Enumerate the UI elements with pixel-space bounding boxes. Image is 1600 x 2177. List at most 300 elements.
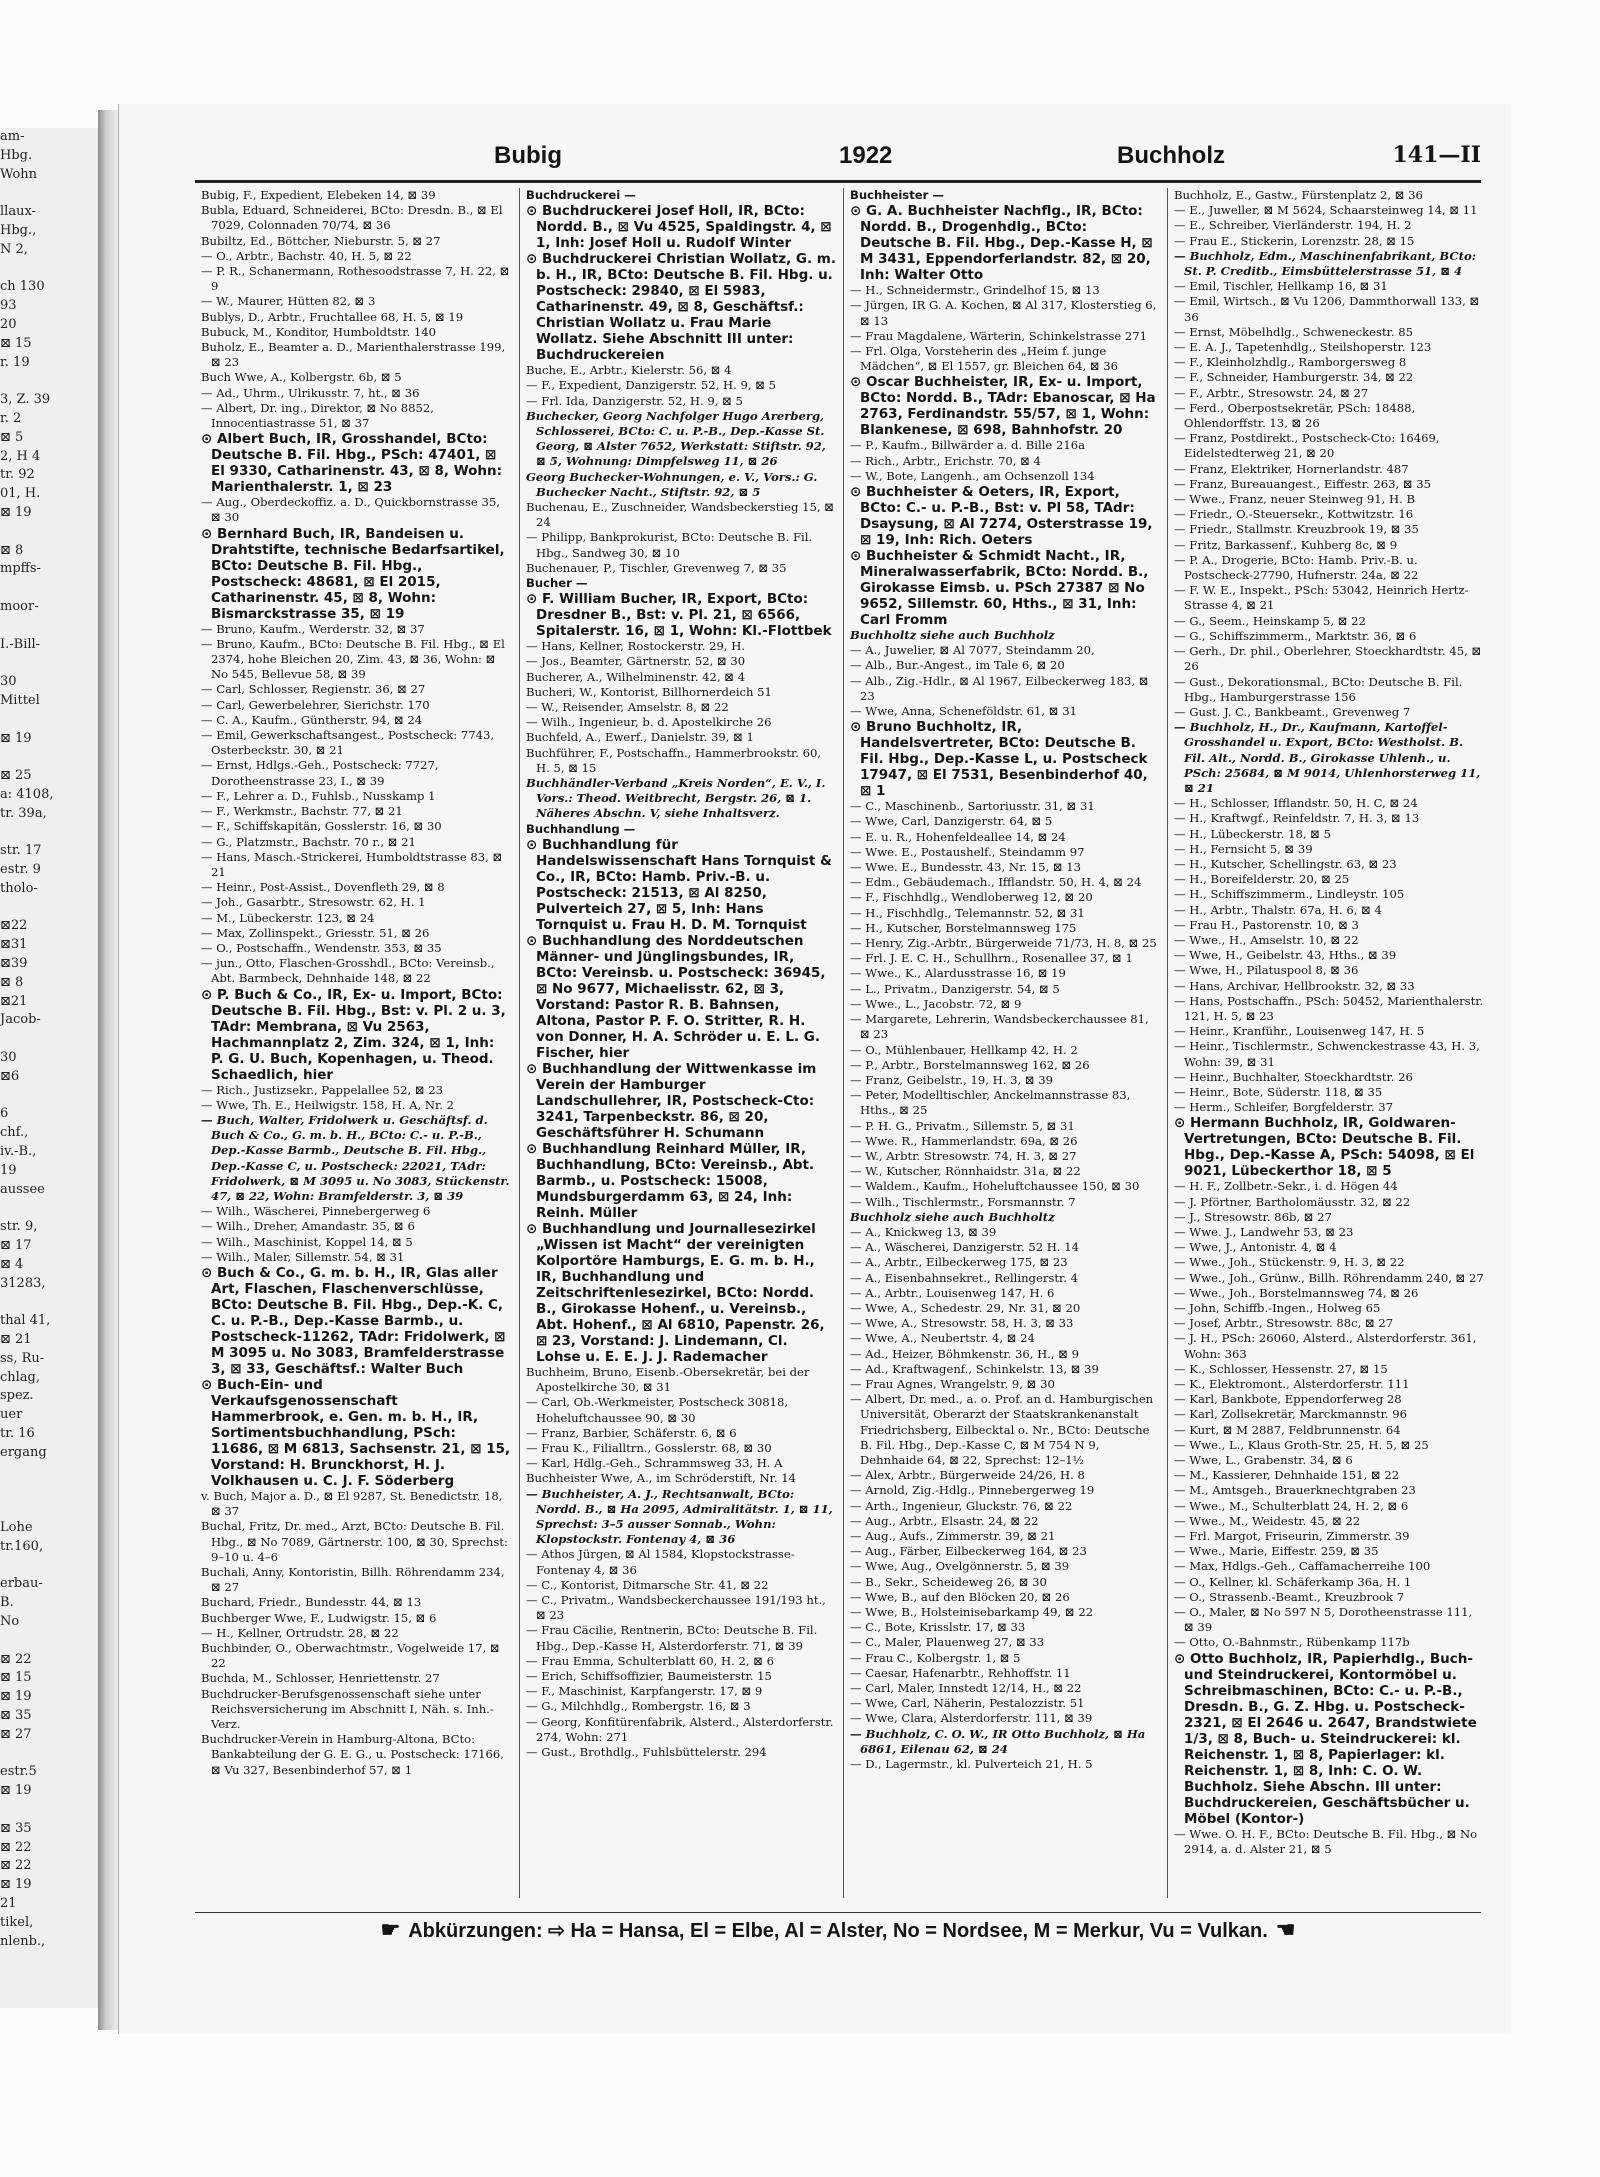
left-page-line: ⊠ 22 (0, 1858, 32, 1874)
directory-entry: — Wilh., Tischlermstr., Forsmannstr. 7 (850, 1194, 1076, 1209)
directory-entry: ⊙ Oscar Buchheister, IR, Ex- u. Import, BCto: Nordd. B., TAdr: Ebanoscar, ⊠ Ha 2763, Ferdinandstr. 55/57, ⊠ 1, Wohn: Blankenese, ⊠ 698, Bahnhofstr. 20 (850, 374, 1156, 439)
left-page-line: ⊠ 25 (0, 768, 32, 784)
directory-entry: — Frau H., Pastorenstr. 10, ⊠ 3 (1174, 917, 1359, 932)
directory-entry: — Bruno, Kaufm., BCto: Deutsche B. Fil. Hbg., ⊠ El 2374, hohe Bleichen 20, Zim. 43, ⊠ 36, Wohn: ⊠ No 545, Bellevue 58, ⊠ 39 (201, 636, 505, 682)
directory-entry: — Karl, Hdlg.-Geh., Schrammsweg 33, H. A (526, 1456, 783, 1471)
directory-entry: — F., Werkmstr., Bachstr. 77, ⊠ 21 (201, 804, 403, 819)
directory-entry: — Wwe, A., Schedestr. 29, Nr. 31, ⊠ 20 (850, 1300, 1081, 1315)
directory-entry: — O., Postschaffn., Wendenstr. 353, ⊠ 35 (201, 940, 442, 955)
directory-entry: — Buch, Walter, Fridolwerk u. Geschäftsf. d. Buch & Co., G. m. b. H., BCto: C.- u. P.-B., Dep.-Kasse Barmb., Deutsche B. Fil. Hbg., Dep.-Kasse C, u. Postscheck: 22021, TAdr: Fridolwerk, ⊠ M 3095 u. No 3083, Stückenstr. 47, ⊠ 22, Wohn: Bramfelderstr. 3, ⊠ 39 (201, 1112, 510, 1203)
directory-entry: — Waldem., Kaufm., Hoheluftchaussee 150, ⊠ 30 (850, 1179, 1140, 1194)
directory-entry: — C., Privatm., Wandsbeckerchaussee 191/193 ht., ⊠ 23 (526, 1592, 826, 1623)
directory-entry: — M., Kassierer, Dehnhaide 151, ⊠ 22 (1174, 1468, 1400, 1483)
directory-entry: — H., Lübeckerstr. 18, ⊠ 5 (1174, 826, 1331, 841)
directory-entry: — M., Lübeckerstr. 123, ⊠ 24 (201, 910, 375, 925)
left-page-line: tr. 92 (0, 467, 35, 483)
directory-entry: — Wwe., H., Amselstr. 10, ⊠ 22 (1174, 932, 1359, 947)
directory-entry: — Frau C., Kolbergstr. 1, ⊠ 5 (850, 1650, 1021, 1665)
directory-entry: — Caesar, Hafenarbtr., Rehhoffstr. 11 (850, 1665, 1071, 1680)
directory-entry: Bucherer, A., Wilhelminenstr. 42, ⊠ 4 (526, 669, 746, 684)
directory-entry: — Friedr., Stallmstr. Kreuzbrook 19, ⊠ 35 (1174, 522, 1419, 537)
directory-entry: — Frau Cäcilie, Rentnerin, BCto: Deutsche B. Fil. Hbg., Dep.-Kasse H, Alsterdorferstr. 71, ⊠ 39 (526, 1623, 818, 1653)
directory-entry: — C., Bote, Krisslstr. 17, ⊠ 33 (850, 1620, 1026, 1635)
section-heading: Buchheister — (850, 188, 944, 202)
directory-entry: — Buchholz, H., Dr., Kaufmann, Kartoffel-Grosshandel u. Export, BCto: Westholst. B. Fil. Alt., Nordd. B., Girokasse Uhlenh., u. PSch: 25684, ⊠ M 9014, Uhlenhorsterweg 11, ⊠ 21 (1174, 720, 1481, 795)
directory-entry: Buchal, Fritz, Dr. med., Arzt, BCto: Deutsche B. Fil. Hbg., ⊠ No 7089, Gärtnerstr. 100, ⊠ 30, Sprechst: 9–10 u. 4–6 (201, 1519, 508, 1564)
directory-entry: — Wwe., M., Weidestr. 45, ⊠ 22 (1174, 1513, 1361, 1528)
directory-entry: — A., Arbtr., Eilbeckerweg 175, ⊠ 23 (850, 1255, 1068, 1270)
directory-entry: Georg Buchecker-Wohnungen, e. V., Vors.: G. Buchecker Nacht., Stiftstr. 92, ⊠ 5 (526, 469, 818, 499)
left-page-line: iv.-B., (0, 1144, 37, 1160)
directory-entry: — Wwe, Aug., Ovelgönnerstr. 5, ⊠ 39 (850, 1559, 1070, 1574)
directory-entry: — Wwe, Th. E., Heilwigstr. 158, H. A, Nr. 2 (201, 1097, 455, 1112)
directory-entry: Buchenau, E., Zuschneider, Wandsbeckerstieg 15, ⊠ 24 (526, 500, 834, 530)
directory-entry: — Franz, Geibelstr., 19, H. 3, ⊠ 39 (850, 1072, 1053, 1087)
directory-entry: — H., Kraftwgf., Reinfeldstr. 7, H. 3, ⊠ 13 (1174, 811, 1420, 826)
directory-entry: — Wwe, A., Stresowstr. 58, H. 3, ⊠ 33 (850, 1316, 1074, 1331)
left-page-line (0, 1557, 100, 1576)
directory-entry: — Franz, Postdirekt., Postscheck-Cto: 16469, Eidelstedterweg 21, ⊠ 20 (1174, 431, 1440, 461)
directory-entry: — Carl, Gewerbelehrer, Sierichstr. 170 (201, 697, 430, 712)
left-page-line: ⊠ 22 (0, 1651, 32, 1667)
directory-entry: — O., Maler, ⊠ No 597 N 5, Dorotheenstrasse 111, ⊠ 39 (1174, 1605, 1473, 1635)
directory-entry: ⊙ P. Buch & Co., IR, Ex- u. Import, BCto: Deutsche B. Fil. Hbg., Bst: v. Pl. 2 u. 3, TAdr: Membrana, ⊠ Vu 2563, Hachmannplatz 2, Zim. 324, ⊠ 1, Inh: P. G. U. Buch, Kopenhagen, u. Theod. Schaedlich, hier (201, 986, 506, 1083)
directory-entry: — W., Kutscher, Rönnhaidstr. 31a, ⊠ 22 (850, 1164, 1081, 1179)
directory-entry: — H., Schiffszimmerm., Lindleystr. 105 (1174, 887, 1405, 902)
left-page-line: tr. 39a, (0, 805, 47, 821)
directory-entry: Buholz, E., Beamter a. D., Marienthalerstrasse 199, ⊠ 23 (201, 340, 506, 370)
directory-entry: — H., Boreifelderstr. 20, ⊠ 25 (1174, 872, 1350, 887)
directory-entry: — Alb., Zig.-Hdlr., ⊠ Al 1967, Eilbeckerweg 183, ⊠ 23 (850, 673, 1149, 703)
directory-entry: — F., Schiffskapitän, Gosslerstr. 16, ⊠ 30 (201, 819, 442, 834)
directory-entry: — C., Maler, Plauenweg 27, ⊠ 33 (850, 1635, 1045, 1650)
directory-entry: — E. u. R., Hohenfeldeallee 14, ⊠ 24 (850, 829, 1066, 844)
directory-entry: ⊙ Buchhandlung für Handelswissenschaft Hans Tornquist & Co., IR, BCto: Hamb. Priv.-B. u. Postscheck: 21513, ⊠ Al 8250, Pulverteich 27, ⊠ 5, Inh: Hans Tornquist u. Frau H. D. M. Tornquist (526, 836, 832, 933)
directory-entry: — Erich, Schiffsoffizier, Baumeisterstr. 15 (526, 1668, 772, 1683)
directory-entry: — G., Milchhdlg., Rombergstr. 16, ⊠ 3 (526, 1699, 751, 1714)
directory-entry: — Wwe, Anna, Scheneföldstr. 61, ⊠ 31 (850, 704, 1077, 719)
left-page-line: ⊠ 15 (0, 1670, 32, 1686)
directory-entry: ⊙ Buchhandlung Reinhard Müller, IR, Buchhandlung, BCto: Vereinsb., Abt. Barmb., u. Postscheck: 15008, Mundsburgerdamm 63, ⊠ 24, Inh: Reinh. Müller (526, 1140, 815, 1221)
directory-entry: Buchali, Anny, Kontoristin, Billh. Röhrendamm 234, ⊠ 27 (201, 1564, 505, 1595)
left-page-line: ⊠31 (0, 937, 28, 953)
directory-entry: — Josef, Arbtr., Stresowstr. 88c, ⊠ 27 (1174, 1316, 1394, 1331)
directory-entry: — Aug., Arbtr., Elsastr. 24, ⊠ 22 (850, 1513, 1039, 1528)
directory-entry: — John, Schiffb.-Ingen., Holweg 65 (1174, 1301, 1381, 1316)
directory-entry: — Frl. Ida, Danzigerstr. 52, H. 9, ⊠ 5 (526, 393, 743, 408)
header-year: 1922 (839, 142, 893, 169)
left-page-line: ⊠ 19 (0, 1689, 32, 1705)
left-page-line (0, 1030, 100, 1049)
section-heading: Buchhandlung — (526, 821, 636, 836)
left-page-line (0, 1801, 100, 1820)
directory-entry: ⊙ Albert Buch, IR, Grosshandel, BCto: Deutsche B. Fil. Hbg., PSch: 47401, ⊠ El 9330, Catharinenstr. 43, ⊠ 8, Wohn: Marienthalerstr. 1, ⊠ 23 (201, 431, 503, 496)
left-page-line: Hbg., (0, 222, 37, 238)
directory-entry: — A., Wäscherei, Danzigerstr. 52 H. 14 (850, 1240, 1080, 1255)
directory-entry: — Peter, Modelltischler, Anckelmannstrasse 83, Hths., ⊠ 25 (850, 1088, 1131, 1118)
directory-entry: — Bruno, Kaufm., Werderstr. 32, ⊠ 37 (201, 621, 425, 636)
left-page-line (0, 1745, 100, 1764)
directory-entry: — F., Kleinholzhdlg., Ramborgersweg 8 (1174, 355, 1407, 370)
left-page-line (0, 579, 100, 598)
directory-entry: — Edm., Gebäudemach., Ifflandstr. 50, H. 4, ⊠ 24 (850, 875, 1142, 890)
left-page-fragment (0, 128, 102, 2008)
left-page-line: ⊠ 19 (0, 1877, 32, 1893)
directory-entry: Buchenauer, P., Tischler, Grevenweg 7, ⊠ 35 (526, 560, 787, 575)
directory-entry: — F., Arbtr., Stresowstr. 24, ⊠ 27 (1174, 385, 1369, 400)
left-page-line (0, 1199, 100, 1218)
directory-entry: — Aug., Oberdeckoffiz. a. D., Quickbornstrasse 35, ⊠ 30 (201, 495, 500, 525)
directory-entry: — W., Maurer, Hütten 82, ⊠ 3 (201, 294, 376, 309)
left-page-line: I.-Bill- (0, 636, 41, 652)
directory-entry: Buchheister Wwe, A., im Schröderstift, Nr. 14 (526, 1471, 796, 1486)
directory-entry: — Wwe. J., Landwehr 53, ⊠ 23 (1174, 1225, 1354, 1239)
directory-entry: Buch Wwe, A., Kolbergstr. 6b, ⊠ 5 (201, 370, 402, 385)
directory-entry: — Wwe, B., Holsteinisebarkamp 49, ⊠ 22 (850, 1605, 1094, 1620)
left-page-line: Hbg. (0, 147, 33, 163)
directory-entry: — E., Schreiber, Vierländerstr. 194, H. 2 (1174, 218, 1412, 233)
directory-entry: — Arth., Ingenieur, Gluckstr. 76, ⊠ 22 (850, 1498, 1073, 1513)
left-page-line: am- (0, 129, 25, 144)
directory-entry: — Emil, Wirtsch., ⊠ Vu 1206, Dammthorwall 133, ⊠ 36 (1174, 294, 1480, 324)
directory-entry: — Wwe, H., Geibelstr. 43, Hths., ⊠ 39 (1174, 948, 1397, 963)
directory-entry: — Wwe., Joh., Stückenstr. 9, H. 3, ⊠ 22 (1174, 1255, 1405, 1270)
left-page-line: erbau- (0, 1576, 43, 1592)
directory-entry: — Aug., Färber, Eilbeckerweg 164, ⊠ 23 (850, 1544, 1087, 1559)
left-page-line (0, 711, 100, 730)
directory-entry: — Wwe. R., Hammerlandstr. 69a, ⊠ 26 (850, 1133, 1078, 1148)
directory-entry: — Carl, Schlosser, Regienstr. 36, ⊠ 27 (201, 682, 426, 697)
directory-entry: — W., Arbtr. Stresowstr. 74, H. 3, ⊠ 27 (850, 1148, 1077, 1163)
directory-entry: — Georg, Konfitürenfabrik, Alsterd., Alsterdorferstr. 274, Wohn: 271 (526, 1714, 834, 1744)
left-page-line: 6 (0, 1106, 9, 1122)
directory-entry: Bubla, Eduard, Schneiderei, BCto: Dresdn. B., ⊠ El 7029, Colonnaden 70/74, ⊠ 36 (201, 203, 503, 233)
section-heading: Bucher — (526, 576, 588, 591)
directory-entry: — K., Elektromont., Alsterdorferstr. 111 (1174, 1377, 1410, 1392)
left-page-line (0, 654, 100, 673)
directory-entry: — Athos Jürgen, ⊠ Al 1584, Klopstockstrasse-Fontenay 4, ⊠ 36 (526, 1547, 795, 1577)
directory-entry: — Wwe., Marie, Eiffestr. 259, ⊠ 35 (1174, 1544, 1379, 1559)
directory-entry: — E. A. J., Tapetenhdlg., Steilshoperstr. 123 (1174, 340, 1432, 355)
left-page-line: ⊠ 8 (0, 542, 24, 558)
left-page-line (0, 899, 100, 918)
left-page-line: 31283, (0, 1275, 46, 1291)
left-page-line: r. 19 (0, 354, 30, 370)
directory-entry: ⊙ Buchheister & Schmidt Nacht., IR, Mineralwasserfabrik, BCto: Nordd. B., Girokasse Eimsb. u. PSch 27387 ⊠ No 9652, Sillemstr. 60, Hths., ⊠ 31, Inh: Carl Fromm (850, 548, 1149, 629)
directory-entry: — E., Juweller, ⊠ M 5624, Schaarsteinweg 14, ⊠ 11 (1174, 203, 1478, 218)
directory-entry: — Wwe. E., Bundesstr. 43, Nr. 15, ⊠ 13 (850, 860, 1081, 875)
directory-entry: — A., Eisenbahnsekret., Rellingerstr. 4 (850, 1270, 1079, 1285)
left-page-line (0, 1481, 100, 1500)
left-page-line: ⊠39 (0, 956, 28, 972)
directory-entry: — Max, Zollinspekt., Griesstr. 51, ⊠ 26 (201, 925, 430, 940)
directory-entry: — Jos., Beamter, Gärtnerstr. 52, ⊠ 30 (526, 654, 746, 669)
directory-entry: — D., Lagermstr., kl. Pulverteich 21, H. 5 (850, 1757, 1093, 1772)
directory-entry: — B., Sekr., Scheideweg 26, ⊠ 30 (850, 1574, 1047, 1589)
column-4 (1167, 188, 1490, 1898)
header-last-name: Buchholz (1117, 142, 1225, 169)
directory-entry: — Heinr., Buchhalter, Stoeckhardtstr. 26 (1174, 1069, 1413, 1084)
left-page-line: r. 2 (0, 410, 22, 426)
directory-entry: — F., Expedient, Danzigerstr. 52, H. 9, ⊠ 5 (526, 378, 777, 393)
directory-entry: — O., Arbtr., Bachstr. 40, H. 5, ⊠ 22 (201, 248, 412, 263)
directory-entry: — Carl, Maler, Innstedt 12/14, H., ⊠ 22 (850, 1681, 1082, 1696)
directory-entry: — P. A., Drogerie, BCto: Hamb. Priv.-B. u. Postscheck-27790, Hufnerstr. 24a, ⊠ 22 (1174, 552, 1419, 583)
directory-entry: — Gust. J. C., Bankbeamt., Grevenweg 7 (1174, 704, 1411, 719)
directory-entry: — Margarete, Lehrerin, Wandsbeckerchaussee 81, ⊠ 23 (850, 1012, 1149, 1042)
directory-entry: — Henry, Zig.-Arbtr., Bürgerweide 71/73, H. 8, ⊠ 25 (850, 936, 1157, 951)
directory-entry: Buchberger Wwe, F., Ludwigstr. 15, ⊠ 6 (201, 1610, 437, 1625)
left-page-line: tikel, (0, 1914, 34, 1930)
left-page-line: Lohe (0, 1519, 33, 1535)
directory-page (118, 104, 1511, 2034)
directory-entry: — Emil, Tischler, Hellkamp 16, ⊠ 31 (1174, 279, 1388, 294)
directory-entry: — Buchholz, C. O. W., IR Otto Buchholz, ⊠ Ha 6861, Eilenau 62, ⊠ 24 (850, 1726, 1146, 1756)
directory-entry: — Aug., Aufs., Zimmerstr. 39, ⊠ 21 (850, 1529, 1056, 1543)
directory-entry: — P. R., Schanermann, Rothesoodstrasse 7, H. 22, ⊠ 9 (201, 264, 510, 294)
section-heading: Buchdruckerei — (526, 188, 636, 202)
left-page-line: ⊠22 (0, 918, 28, 934)
left-page-line: ⊠ 5 (0, 429, 24, 445)
directory-entry: — M., Amtsgeh., Brauerknechtgraben 23 (1174, 1483, 1416, 1498)
left-page-line: aussee (0, 1181, 45, 1197)
directory-entry: — Wwe., L., Klaus Groth-Str. 25, H. 5, ⊠ 25 (1174, 1437, 1429, 1452)
directory-entry: — G., Seem., Heinskamp 5, ⊠ 22 (1174, 613, 1366, 628)
directory-entry: — Franz, Elektriker, Hornerlandstr. 487 (1174, 461, 1409, 476)
left-page-line: ⊠ 27 (0, 1726, 32, 1742)
directory-entry: — Frau Magdalene, Wärterin, Schinkelstrasse 271 (850, 328, 1148, 343)
directory-entry: — Ernst, Möbelhdlg., Schweneckestr. 85 (1174, 324, 1414, 339)
left-page-line: str. 17 (0, 843, 42, 859)
left-page-line: ⊠ 8 (0, 974, 24, 990)
directory-entry: ⊙ Buchhandlung des Norddeutschen Männer- und Jünglingsbundes, IR, BCto: Vereinsb. u. Postscheck: 36945, ⊠ No 9677, Michaelisstr. 62, ⊠ 3, Vorstand: Pastor R. B. Bahnsen, Altona, Pastor P. F. O. Stritter, R. H. von Donner, H. A. Schröder u. E. L. G. Fischer, hier (526, 932, 826, 1061)
directory-entry: — Frau Emma, Schulterblatt 60, H. 2, ⊠ 6 (526, 1653, 774, 1668)
left-page-line: ⊠ 35 (0, 1820, 32, 1836)
directory-entry: — Ernst, Hdlgs.-Geh., Postscheck: 7727, Dorotheenstrasse 23, I., ⊠ 39 (201, 758, 439, 788)
directory-entry: — Albert, Dr. ing., Direktor, ⊠ No 8852, Innocentiastrasse 51, ⊠ 37 (201, 400, 434, 431)
directory-entry: — O., Strassenb.-Beamt., Kreuzbrook 7 (1174, 1589, 1405, 1604)
directory-entry: ⊙ Otto Buchholz, IR, Papierhdlg., Buch- und Steindruckerei, Kontormöbel u. Schreibmaschinen, BCto: C.- u. P.-B., Dresdn. B., G. Z. Hbg. u. Postscheck-2321, ⊠ El 2646 u. 2647, Brandstwiete 1/3, ⊠ 8, Buch- u. Steindruckerei: kl. Reichenstr. 1, ⊠ 8, Papierlager: kl. Reichenstr. 1, ⊠ 8, Inh: C. O. W. Buchholz. Siehe Abschn. III unter: Buchdruckereien, Geschäftsbücher u. Möbel (Kontor-) (1174, 1650, 1477, 1827)
directory-entry: — F., Maschinist, Karpfangerstr. 17, ⊠ 9 (526, 1684, 763, 1699)
directory-entry: Bublys, D., Arbtr., Fruchtallee 68, H. 5, ⊠ 19 (201, 309, 464, 324)
left-page-line: B. (0, 1595, 14, 1611)
left-page-line: ⊠ 35 (0, 1707, 32, 1723)
directory-entry: — Wwe, H., Pilatuspool 8, ⊠ 36 (1174, 963, 1359, 978)
left-page-line (0, 372, 100, 391)
directory-entry: — C. A., Kaufm., Güntherstr. 94, ⊠ 24 (201, 712, 423, 727)
directory-entry: — Gust., Dekorationsmal., BCto: Deutsche B. Fil. Hbg., Hamburgerstrasse 156 (1174, 674, 1463, 704)
directory-entry: — C., Maschinenb., Sartoriusstr. 31, ⊠ 31 (850, 799, 1095, 814)
directory-entry: — L., Privatm., Danzigerstr. 54, ⊠ 5 (850, 981, 1060, 996)
left-page-line (0, 617, 100, 636)
directory-entry: — H., Fischhdlg., Telemannstr. 52, ⊠ 31 (850, 905, 1085, 920)
directory-entry: — Frau Agnes, Wrangelstr. 9, ⊠ 30 (850, 1376, 1055, 1391)
directory-entry: — Heinr., Post-Assist., Dovenfleth 29, ⊠ 8 (201, 880, 445, 895)
directory-entry: — G., Platzmstr., Bachstr. 70 r., ⊠ 21 (201, 834, 416, 849)
left-page-line: 30 (0, 674, 17, 690)
directory-entry: Buche, E., Arbtr., Kielerstr. 56, ⊠ 4 (526, 363, 732, 378)
directory-entry: ⊙ Bruno Buchholtz, IR, Handelsvertreter, BCto: Deutsche B. Fil. Hbg., Dep.-Kasse L, u. Postscheck 17947, ⊠ El 7531, Besenbinderhof 40, ⊠ 1 (850, 719, 1148, 800)
directory-entry: — Hans, Masch.-Strickerei, Humboldtstrasse 83, ⊠ 21 (201, 849, 503, 879)
left-page-line: 20 (0, 316, 17, 332)
directory-entry: — Jürgen, IR G. A. Kochen, ⊠ Al 317, Klosterstieg 6, ⊠ 13 (850, 298, 1157, 328)
directory-columns (195, 188, 1485, 1898)
directory-entry: — Gust., Brothdlg., Fuhlsbüttelerstr. 294 (526, 1744, 767, 1759)
directory-entry: — Ferd., Oberpostsekretär, PSch: 18488, Ohlendorffstr. 13, ⊠ 26 (1174, 400, 1416, 431)
directory-entry: Bubuck, M., Konditor, Humboldtstr. 140 (201, 324, 437, 339)
left-page-line: thal 41, (0, 1313, 51, 1329)
left-page-line: mpffs- (0, 561, 41, 577)
directory-entry: — Ad., Uhrm., Ulrikusstr. 7, ht., ⊠ 36 (201, 385, 420, 400)
directory-entry: Bubiltz, Ed., Böttcher, Nieburstr. 5, ⊠ 27 (201, 233, 441, 248)
left-page-line (0, 523, 100, 542)
directory-entry: Buchheim, Bruno, Eisenb.-Obersekretär, bei der Apostelkirche 30, ⊠ 31 (526, 1364, 810, 1395)
directory-entry: — Frl. J. E. C. H., Schullhrn., Rosenallee 37, ⊠ 1 (850, 951, 1133, 966)
left-page-line: ⊠ 19 (0, 1783, 32, 1799)
directory-entry: — Kurt, ⊠ M 2887, Feldbrunnenstr. 64 (1174, 1422, 1401, 1437)
directory-entry: — Hans, Kellner, Rostockerstr. 29, H. (526, 639, 746, 654)
directory-entry: — Carl, Ob.-Werkmeister, Postscheck 30818, Hoheluftchaussee 90, ⊠ 30 (526, 1395, 789, 1425)
directory-entry: Buchfeld, A., Ewerf., Danielstr. 39, ⊠ 1 (526, 730, 754, 745)
directory-entry: — Buchheister, A. J., Rechtsanwalt, BCto: Nordd. B., ⊠ Ha 2095, Admiralitätstr. 1, ⊠ 11, Sprechst: 3–5 ausser Sonnab., Wohn: Klopstockstr. Fontenay 4, ⊠ 36 (526, 1486, 833, 1547)
page-header (149, 142, 1481, 182)
left-page-line (0, 823, 100, 842)
header-rule (195, 180, 1481, 183)
directory-entry: — Alex, Arbtr., Bürgerweide 24/26, H. 8 (850, 1468, 1085, 1483)
left-page-line: 30 (0, 1050, 17, 1066)
directory-entry: — Wwe. E., Postaushelf., Steindamm 97 (850, 844, 1085, 859)
left-page-line: tr.160, (0, 1538, 44, 1554)
directory-entry: — Frl. Olga, Vorsteherin des „Heim f. junge Mädchen“, ⊠ El 1557, gr. Bleichen 64, ⊠ 36 (850, 344, 1119, 374)
left-page-line: tr. 16 (0, 1425, 35, 1441)
header-page-number: 141—II (1392, 142, 1481, 168)
directory-entry: Buchholz, E., Gastw., Fürstenplatz 2, ⊠ 36 (1174, 188, 1423, 202)
directory-entry: — Emil, Gewerkschaftsangest., Postscheck: 7743, Osterbeckstr. 30, ⊠ 21 (201, 728, 495, 758)
directory-entry: ⊙ Buchhandlung und Journallesezirkel „Wissen ist Macht“ der vereinigten Kolportöre Hamburgs, E. G. m. b. H., IR, Buchhandlung und Zeitschriftenlesezirkel, BCto: Nordd. B., Girokasse Hohenf., u. Vereinsb., Abt. Hohenf., ⊠ Al 6810, Papenstr. 26, ⊠ 23, Vorstand: J. Lindemann, Cl. Lohse u. E. E. J. J. Rademacher (526, 1220, 825, 1365)
directory-entry: Buchda, M., Schlosser, Henriettenstr. 27 (201, 1671, 440, 1686)
directory-entry: ⊙ F. William Bucher, IR, Export, BCto: Dresdner B., Bst: v. Pl. 21, ⊠ 6566, Spitalerstr. 16, ⊠ 1, Wohn: Kl.-Flottbek (526, 591, 832, 640)
left-page-line: ergang (0, 1444, 47, 1460)
left-page-line: estr.5 (0, 1764, 37, 1780)
directory-entry: — Wilh., Ingenieur, b. d. Apostelkirche 26 (526, 715, 772, 730)
directory-entry: — Arnold, Zig.-Hdlg., Pinnebergerweg 19 (850, 1483, 1095, 1498)
directory-entry: — Wwe., Joh., Grünw., Billh. Röhrendamm 240, ⊠ 27 (1174, 1270, 1484, 1285)
directory-entry: — Frau K., Filialltrn., Gosslerstr. 68, ⊠ 30 (526, 1440, 772, 1455)
directory-entry: Buchhändler-Verband „Kreis Norden“, E. V., I. Vors.: Theod. Weitbrecht, Bergstr. 26, ⊠ 1. Näheres Abschn. V, siehe Inhaltsverz. (526, 776, 826, 821)
directory-entry: — Wilh., Dreher, Amandastr. 35, ⊠ 6 (201, 1219, 415, 1234)
pointing-hand-right-icon: ☚ (1275, 1917, 1296, 1942)
left-page-line (0, 1293, 100, 1312)
left-page-line: tholo- (0, 880, 38, 896)
column-2 (519, 188, 842, 1898)
directory-entry: ⊙ Hermann Buchholz, IR, Goldwaren-Vertretungen, BCto: Deutsche B. Fil. Hbg., Dep.-Kasse A, PSch: 54098, ⊠ El 9021, Lübeckerthor 18, ⊠ 5 (1174, 1115, 1475, 1180)
left-page-line: llaux- (0, 204, 36, 220)
left-page-line: spez. (0, 1388, 34, 1404)
directory-entry: Buchholtz siehe auch Buchholz (850, 628, 1055, 643)
left-page-line: chlag, (0, 1369, 41, 1385)
directory-entry: — Joh., Gasarbtr., Stresowstr. 62, H. 1 (201, 895, 426, 910)
directory-entry: — A., Juwelier, ⊠ Al 7077, Steindamm 20, (850, 643, 1095, 658)
directory-entry: — jun., Otto, Flaschen-Grosshdl., BCto: Vereinsb., Abt. Barmbeck, Dehnhaide 148, ⊠ 22 (201, 956, 495, 986)
directory-entry: — P., Kaufm., Billwärder a. d. Bille 216a (850, 438, 1086, 453)
directory-entry: — Gerh., Dr. phil., Oberlehrer, Stoeckhardtstr. 45, ⊠ 26 (1174, 644, 1482, 674)
directory-entry: ⊙ Buchheister & Oeters, IR, Export, BCto: C.- u. P.-B., Bst: v. Pl 58, TAdr: Dsaysung, ⊠ Al 7274, Osterstrasse 19, ⊠ 19, Inh: Rich. Oeters (850, 484, 1153, 549)
directory-entry: — J. Pförtner, Bartholomäusstr. 32, ⊠ 22 (1174, 1194, 1411, 1209)
pointing-hand-left-icon: ☛ (380, 1917, 401, 1942)
left-page-text (0, 128, 100, 1951)
directory-entry: — Wwe., Joh., Borstelmannsweg 74, ⊠ 26 (1174, 1285, 1419, 1300)
directory-entry: — Heinr., Tischlermstr., Schwenckestrasse 43, H. 3, Wohn: 39, ⊠ 31 (1174, 1039, 1480, 1069)
directory-entry: — Franz, Barbier, Schäferstr. 6, ⊠ 6 (526, 1425, 737, 1440)
directory-entry: — J., Stresowstr. 86b, ⊠ 27 (1174, 1209, 1332, 1224)
directory-entry: — Wwe, J., Antonistr. 4, ⊠ 4 (1174, 1240, 1337, 1255)
left-page-line: N 2, (0, 241, 28, 257)
directory-entry: — G., Schiffszimmerm., Marktstr. 36, ⊠ 6 (1174, 628, 1417, 643)
directory-entry: — Albert, Dr. med., a. o. Prof. an d. Hamburgischen Universität, Oberarzt der Staatskrankenanstalt Friedrichsberg, Eilbecktal o. Nr., BCto: Deutsche B. Fil. Hbg., Dep.-Kasse C, ⊠ M 754 N 9, Dehnhaide 64, ⊠ 22, Sprechst: 12–1½ (850, 1392, 1154, 1467)
directory-entry: — Alb., Bur.-Angest., im Tale 6, ⊠ 20 (850, 658, 1065, 673)
left-page-line: ⊠6 (0, 1068, 20, 1084)
header-first-name: Bubig (494, 142, 562, 169)
directory-entry: — Heinr., Kranführ., Louisenweg 147, H. 5 (1174, 1024, 1425, 1039)
directory-entry: — Philipp, Bankprokurist, BCto: Deutsche B. Fil. Hbg., Sandweg 30, ⊠ 10 (526, 530, 813, 560)
left-page-line: 21 (0, 1895, 17, 1911)
directory-entry: — Wilh., Wäscherei, Pinnebergerweg 6 (201, 1204, 431, 1219)
directory-entry: — H., Schneidermstr., Grindelhof 15, ⊠ 13 (850, 283, 1100, 298)
directory-entry: — Wwe, B., auf den Blöcken 20, ⊠ 26 (850, 1589, 1070, 1604)
directory-entry: — Hans, Archivar, Hellbrookstr. 32, ⊠ 33 (1174, 978, 1415, 993)
left-page-line: 19 (0, 1162, 17, 1178)
left-page-line: 01, H. (0, 486, 41, 502)
directory-entry: — Ad., Heizer, Böhmkenstr. 36, H., ⊠ 9 (850, 1346, 1080, 1361)
directory-entry: — Buchholz, Edm., Maschinenfabrikant, BCto: St. P. Creditb., Eimsbüttelerstrasse 51, ⊠ 4 (1174, 248, 1477, 279)
left-page-line (0, 1463, 100, 1482)
left-page-line: estr. 9 (0, 862, 41, 878)
directory-entry: ⊙ Buchdruckerei Josef Holl, IR, BCto: Nordd. B., ⊠ Vu 4525, Spaldingstr. 4, ⊠ 1, Inh: Josef Holl u. Rudolf Winter (526, 203, 832, 252)
directory-entry: — J. H., PSch: 26060, Alsterd., Alsterdorferstr. 361, Wohn: 363 (1174, 1331, 1477, 1361)
left-page-line: ⊠ 15 (0, 335, 32, 351)
directory-entry: — Wwe, Clara, Alsterdorferstr. 111, ⊠ 39 (850, 1711, 1093, 1726)
directory-entry: — Wwe., M., Schulterblatt 24, H. 2, ⊠ 6 (1174, 1498, 1409, 1513)
left-page-line: No (0, 1613, 20, 1629)
directory-entry: — Fritz, Barkassenf., Kuhberg 8c, ⊠ 9 (1174, 537, 1398, 552)
abbreviations-text: Abkürzungen: ⇨ Ha = Hansa, El = Elbe, Al = Alster, No = Nordsee, M = Merkur, Vu = Vulkan. (408, 1919, 1268, 1942)
left-page-line: Mittel (0, 692, 40, 708)
directory-entry: — F., Schneider, Hamburgerstr. 34, ⊠ 22 (1174, 370, 1414, 385)
left-page-line: 3, Z. 39 (0, 392, 51, 408)
directory-entry: — H. F., Zollbetr.-Sekr., i. d. Högen 44 (1174, 1179, 1398, 1194)
book-spine (98, 110, 118, 2030)
directory-entry: Bubig, F., Expedient, Elebeken 14, ⊠ 39 (201, 188, 436, 202)
directory-entry: — O., Mühlenbauer, Hellkamp 42, H. 2 (850, 1042, 1078, 1057)
column-3 (843, 188, 1166, 1898)
left-page-line: ⊠ 22 (0, 1839, 32, 1855)
directory-entry: ⊙ Buchhandlung der Wittwenkasse im Verein der Hamburger Landschullehrer, IR, Postscheck-Cto: 3241, Tarpenbeckstr. 86, ⊠ 20, Geschäftsführer H. Schumann (526, 1060, 817, 1141)
column-1 (195, 188, 517, 1898)
directory-entry: Buchholz siehe auch Buchholtz (850, 1209, 1055, 1224)
directory-entry: ⊙ G. A. Buchheister Nachflg., IR, BCto: Nordd. B., Drogenhdlg., BCto: Deutsche B. Fil. Hbg., Dep.-Kasse H, ⊠ M 3431, Eppendorferlandstr. 82, ⊠ 20, Inh: Walter Otto (850, 203, 1153, 284)
directory-entry: ⊙ Buchdruckerei Christian Wollatz, G. m. b. H., IR, BCto: Deutsche B. Fil. Hbg. u. Postscheck: 29840, ⊠ El 5983, Catharinenstr. 49, ⊠ 8, Geschäftsf.: Christian Wollatz u. Frau Marie Wollatz. Siehe Abschnitt III unter: Buchdruckereien (526, 251, 837, 364)
directory-entry: ⊙ Buch-Ein- und Verkaufsgenossenschaft Hammerbrook, e. Gen. m. b. H., IR, Sortimentsbuchhandlung, PSch: 11686, ⊠ M 6813, Sachsenstr. 21, ⊠ 15, Vorstand: H. Brunckhorst, H. J. Volkhausen u. C. J. F. Söderberg (201, 1376, 511, 1489)
directory-entry: — F. W. E., Inspekt., PSch: 53042, Heinrich Hertz-Strasse 4, ⊠ 21 (1174, 583, 1469, 613)
directory-entry: — A., Arbtr., Louisenweg 147, H. 6 (850, 1285, 1055, 1300)
directory-entry: — Wilh., Maschinist, Koppel 14, ⊠ 5 (201, 1234, 413, 1249)
left-page-line: ⊠ 19 (0, 504, 32, 520)
directory-entry: — H., Kutscher, Schellingstr. 63, ⊠ 23 (1174, 856, 1397, 871)
left-page-line: str. 9, (0, 1219, 38, 1235)
left-page-line: ss, Ru- (0, 1350, 45, 1366)
directory-entry: Buchecker, Georg Nachfolger Hugo Arerberg, Schlosserei, BCto: C. u. P.-B., Dep.-Kasse St. Georg, ⊠ Alster 7652, Werkstatt: Stiftstr. 92, ⊠ 5, Wohnung: Dimpfelsweg 11, ⊠ 26 (526, 408, 826, 469)
directory-entry: ⊙ Bernhard Buch, IR, Bandeisen u. Drahtstifte, technische Bedarfsartikel, BCto: Deutsche B. Fil. Hbg., Postscheck: 48681, ⊠ El 2015, Catharinenstr. 45, ⊠ 8, Wohn: Bismarckstrasse 35, ⊠ 19 (201, 525, 505, 622)
